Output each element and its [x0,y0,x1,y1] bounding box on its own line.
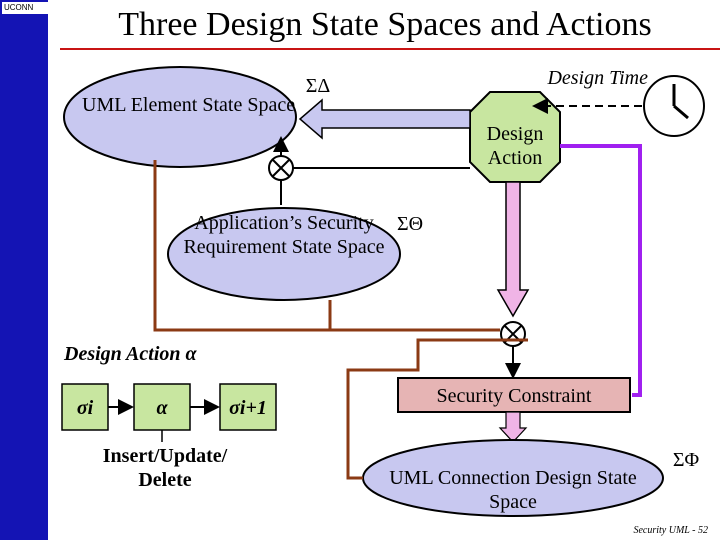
legend-sigma-i1: σi+1 [229,397,267,419]
design-action-to-element-arrow [300,100,470,138]
legend-title: Design Action α [64,343,197,365]
legend-ops-label: Insert/Update/ Delete [102,445,228,491]
legend-alpha: α [156,397,168,419]
pink-constraint-arrow [500,412,526,442]
uml-element-ellipse [64,67,296,167]
pink-action-arrow [498,182,528,316]
combine-node-bottom [501,322,525,346]
design-time-label: Design Time [547,67,648,89]
legend-sigma-i: σi [76,397,94,419]
sigma-phi-symbol: ΣΦ [672,449,700,471]
security-requirement-label: Application’s Security Requirement State Space [183,212,385,258]
sigma-theta-symbol: ΣΘ [396,213,424,235]
uml-element-label: UML Element State Space [82,94,296,116]
uconn-logo: UCONN [2,2,48,14]
security-constraint-label: Security Constraint [436,385,592,407]
clock-icon [644,76,704,136]
page-title: Three Design State Spaces and Actions [118,6,652,43]
purple-loop-line [560,146,640,395]
slide-footer: Security UML - 52 [633,525,708,536]
combine-node-top [269,156,293,180]
uml-connection-label: UML Connection Design State Space [389,467,637,513]
design-action-label: Design Action [486,123,544,169]
sigma-delta-symbol: ΣΔ [305,75,331,97]
